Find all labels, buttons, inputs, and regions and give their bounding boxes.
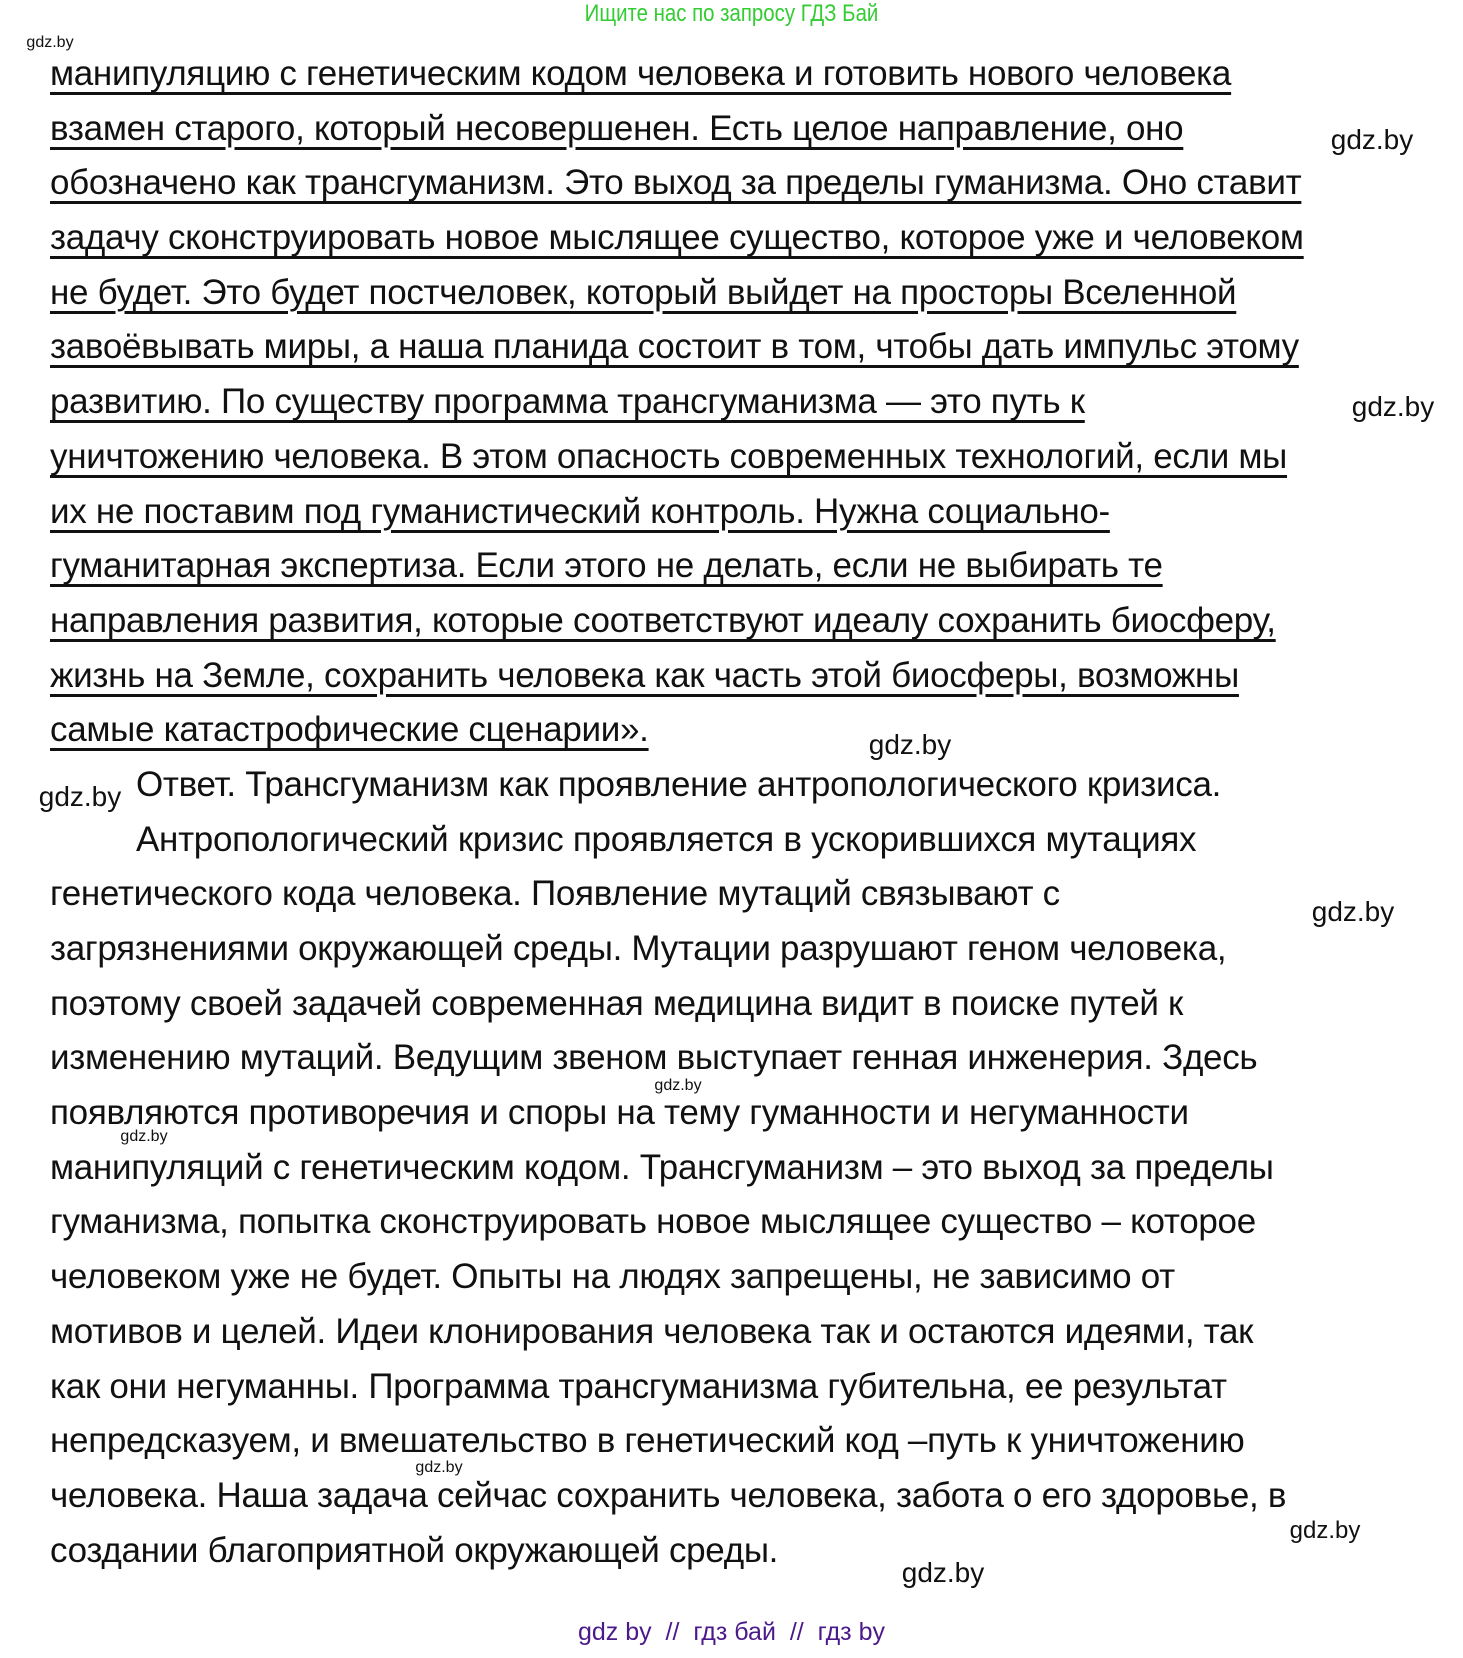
watermark: gdz.by xyxy=(38,781,122,812)
watermark: gdz.by xyxy=(1311,896,1395,927)
quote-line xyxy=(50,703,1304,758)
watermark: gdz.by xyxy=(901,1557,985,1588)
watermark: gdz.by xyxy=(654,1077,702,1094)
watermark: gdz.by xyxy=(120,1128,168,1145)
quote-text: завоёвывать миры, а наша планида состоит в том, чтобы дать импульс этому xyxy=(50,327,1299,367)
quote-text: самые катастрофические сценарии». xyxy=(50,710,649,750)
watermark: gdz.by xyxy=(1351,391,1435,422)
quote-line xyxy=(50,320,1304,375)
answer-line: загрязнениями окружающей среды. Мутации разрушают геном человека, xyxy=(50,929,1227,968)
answer-line: непредсказуем, и вмешательство в генетический код –путь к уничтожению xyxy=(50,1421,1245,1461)
answer-line: Антропологический кризис проявляется в ускорившихся мутациях xyxy=(136,819,1197,859)
quote-line xyxy=(50,539,1304,594)
answer-line: манипуляций с генетическим кодом. Трансгуманизм – это выход за пределы xyxy=(50,1147,1274,1187)
quote-text: гуманитарная экспертиза. Если этого не делать, если не выбирать те xyxy=(50,546,1163,586)
quote-text: обозначено как трансгуманизм. Это выход за пределы гуманизма. Оно ставит xyxy=(50,163,1302,203)
quote-line xyxy=(50,102,1304,157)
watermark: gdz.by xyxy=(868,729,952,760)
answer-line: гуманизма, попытка сконструировать новое мыслящее существо – которое xyxy=(50,1202,1256,1242)
quote-line xyxy=(50,156,1304,211)
quote-line xyxy=(50,266,1304,321)
answer-line: создании благоприятной окружающей среды. xyxy=(50,1530,779,1570)
answer-title: Ответ. Трансгуманизм как проявление антропологического кризиса. xyxy=(136,764,1222,804)
quote-text: манипуляцию с генетическим кодом человека и готовить нового человека xyxy=(50,54,1232,93)
quote-line xyxy=(50,649,1304,704)
quote-text: взамен старого, который несовершенен. Есть целое направление, оно xyxy=(50,108,1184,148)
answer-line: генетического кода человека. Появление мутаций связывают с xyxy=(50,874,1060,914)
quote-line xyxy=(50,485,1304,540)
quote-line xyxy=(50,47,1304,102)
quote-text: задачу сконструировать новое мыслящее существо, которое уже и человеком xyxy=(50,218,1304,258)
answer-line: мотивов и целей. Идеи клонирования человека так и остаются идеями, так xyxy=(50,1311,1254,1351)
document-body xyxy=(50,47,1304,1578)
quote-text: развитию. По существу программа трансгуманизма — это путь к xyxy=(50,382,1085,422)
quote-line xyxy=(50,211,1304,266)
watermark: gdz.by xyxy=(1289,1517,1361,1544)
answer-line: человека. Наша задача сейчас сохранить человека, забота о его здоровье, в xyxy=(50,1475,1287,1515)
answer-line: как они негуманны. Программа трансгуманизма губительна, ее результат xyxy=(50,1366,1227,1406)
quote-line xyxy=(50,594,1304,649)
watermark: gdz.by xyxy=(1330,124,1414,155)
watermark: gdz.by xyxy=(415,1459,463,1476)
answer-line: появляются противоречия и споры на тему гуманности и негуманности xyxy=(50,1093,1189,1133)
quote-line xyxy=(50,430,1304,485)
footer-links: gdz by // гдз бай // гдз by xyxy=(577,1618,885,1646)
quote-text: уничтожению человека. В этом опасность современных технологий, если мы xyxy=(50,436,1288,476)
quote-text: не будет. Это будет постчеловек, который выйдет на просторы Вселенной xyxy=(50,272,1237,312)
answer-line: изменению мутаций. Ведущим звеном выступает генная инженерия. Здесь xyxy=(50,1038,1258,1078)
quote-line xyxy=(50,375,1304,430)
quote-text: направления развития, которые соответствуют идеалу сохранить биосферу, xyxy=(50,600,1276,640)
answer-line: поэтому своей задачей современная медицина видит в поиске путей к xyxy=(50,983,1184,1023)
quote-text: жизнь на Земле, сохранить человека как часть этой биосферы, возможны xyxy=(50,655,1239,695)
watermark: gdz.by xyxy=(26,34,74,51)
quote-text: их не поставим под гуманистический контроль. Нужна социально- xyxy=(50,491,1110,531)
answer-line: человеком уже не будет. Опыты на людях запрещены, не зависимо от xyxy=(50,1257,1175,1297)
search-hint-banner: Ищите нас по запросу ГДЗ Бай xyxy=(584,0,879,27)
